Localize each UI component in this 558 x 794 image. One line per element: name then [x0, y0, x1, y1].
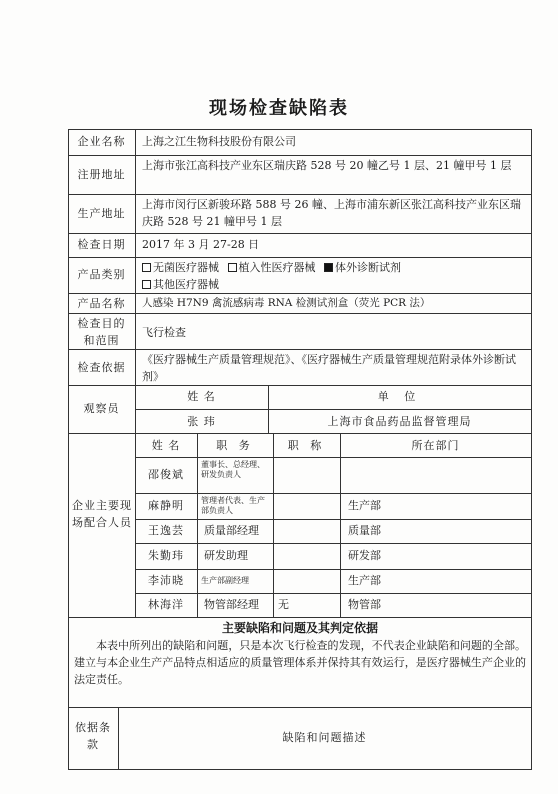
staff-position: 物管部经理 [204, 598, 259, 611]
product-category-label: 产品类别 [77, 268, 126, 281]
staff-position: 质量部经理 [204, 524, 259, 537]
inspection-purpose-value: 飞行检查 [142, 326, 186, 339]
inspection-basis-label: 检查依据 [77, 361, 126, 374]
observers-header-name: 姓 名 [187, 390, 216, 403]
staff-dept: 生产部 [348, 499, 381, 512]
staff-position: 研发助理 [204, 549, 248, 562]
staff-name: 李沛晓 [148, 574, 184, 587]
option-implant[interactable]: 植入性医疗器械 [228, 261, 316, 274]
company-value: 上海之江生物科技股份有限公司 [142, 135, 296, 148]
product-name-label: 产品名称 [77, 297, 126, 310]
staff-header-position: 职 务 [216, 439, 254, 452]
production-address-label: 生产地址 [77, 207, 126, 220]
staff-name: 邵俊斌 [148, 468, 184, 481]
defect-description-label: 缺陷和问题描述 [282, 731, 367, 744]
checkbox-icon [142, 263, 151, 272]
staff-title: 无 [278, 598, 289, 611]
basis-clause-label: 依据条款 [75, 721, 111, 751]
production-address-value: 上海市闵行区新骏环路 588 号 26 幢、上海市浦东新区张江高科技产业东区瑞庆路 528 号 21 幢甲号 1 层 [142, 198, 521, 228]
inspection-table [68, 129, 532, 769]
company-label: 企业名称 [77, 135, 126, 148]
staff-position: 生产部副经理 [201, 576, 249, 585]
staff-dept: 质量部 [348, 524, 381, 537]
option-sterile[interactable]: 无菌医疗器械 [142, 261, 219, 274]
checkbox-icon [228, 263, 237, 272]
inspection-date-label: 检查日期 [77, 238, 126, 251]
staff-name: 朱勤玮 [148, 549, 184, 562]
inspection-purpose-label: 检查目的和范围 [77, 317, 126, 347]
defects-paragraph: 本表中所列出的缺陷和问题，只是本次飞行检查的发现，不代表企业缺陷和问题的全部。建立与本企业生产产品特点相适应的质量管理体系并保持其有效运行，是医疗器械生产企业的法定责任。 [74, 639, 526, 686]
inspection-basis-value: 《医疗器械生产质量管理规范》、《医疗器械生产质量管理规范附录体外诊断试剂》 [142, 353, 516, 383]
staff-dept: 生产部 [348, 574, 381, 587]
staff-name: 王逸芸 [148, 524, 184, 537]
staff-header-title: 职 称 [287, 439, 326, 452]
staff-dept: 研发部 [348, 549, 381, 562]
observers-header-unit: 单 位 [377, 390, 422, 403]
document-title: 现场检查缺陷表 [209, 98, 349, 119]
product-category-options [142, 259, 527, 293]
staff-header-dept: 所在部门 [411, 439, 460, 452]
observer-name: 张 玮 [187, 415, 216, 428]
checkbox-icon [142, 280, 151, 289]
registered-address-label: 注册地址 [77, 168, 126, 181]
observer-unit: 上海市食品药品监督管理局 [327, 415, 472, 428]
staff-position: 管理者代表、生产部负责人 [201, 496, 265, 515]
staff-name: 麻静明 [148, 499, 184, 512]
option-other[interactable]: 其他医疗器械 [142, 278, 219, 291]
staff-header-name: 姓 名 [151, 439, 181, 452]
observers-label: 观察员 [83, 402, 120, 415]
defects-heading: 主要缺陷和问题及其判定依据 [221, 621, 378, 635]
option-ivd[interactable]: 体外诊断试剂 [324, 261, 401, 274]
checkbox-checked-icon [324, 263, 333, 272]
staff-position: 董事长、总经理、研发负责人 [201, 460, 265, 479]
inspection-date-value: 2017 年 3 月 27-28 日 [142, 238, 260, 251]
product-name-value: 人感染 H7N9 禽流感病毒 RNA 检测试剂盒（荧光 PCR 法） [142, 297, 431, 309]
staff-dept: 物管部 [348, 598, 381, 611]
registered-address-value: 上海市张江高科技产业东区瑞庆路 528 号 20 幢乙号 1 层、21 幢甲号 1 层 [142, 159, 512, 172]
company-staff-label: 企业主要现场配合人员 [72, 499, 132, 529]
staff-name: 林海洋 [148, 598, 184, 611]
